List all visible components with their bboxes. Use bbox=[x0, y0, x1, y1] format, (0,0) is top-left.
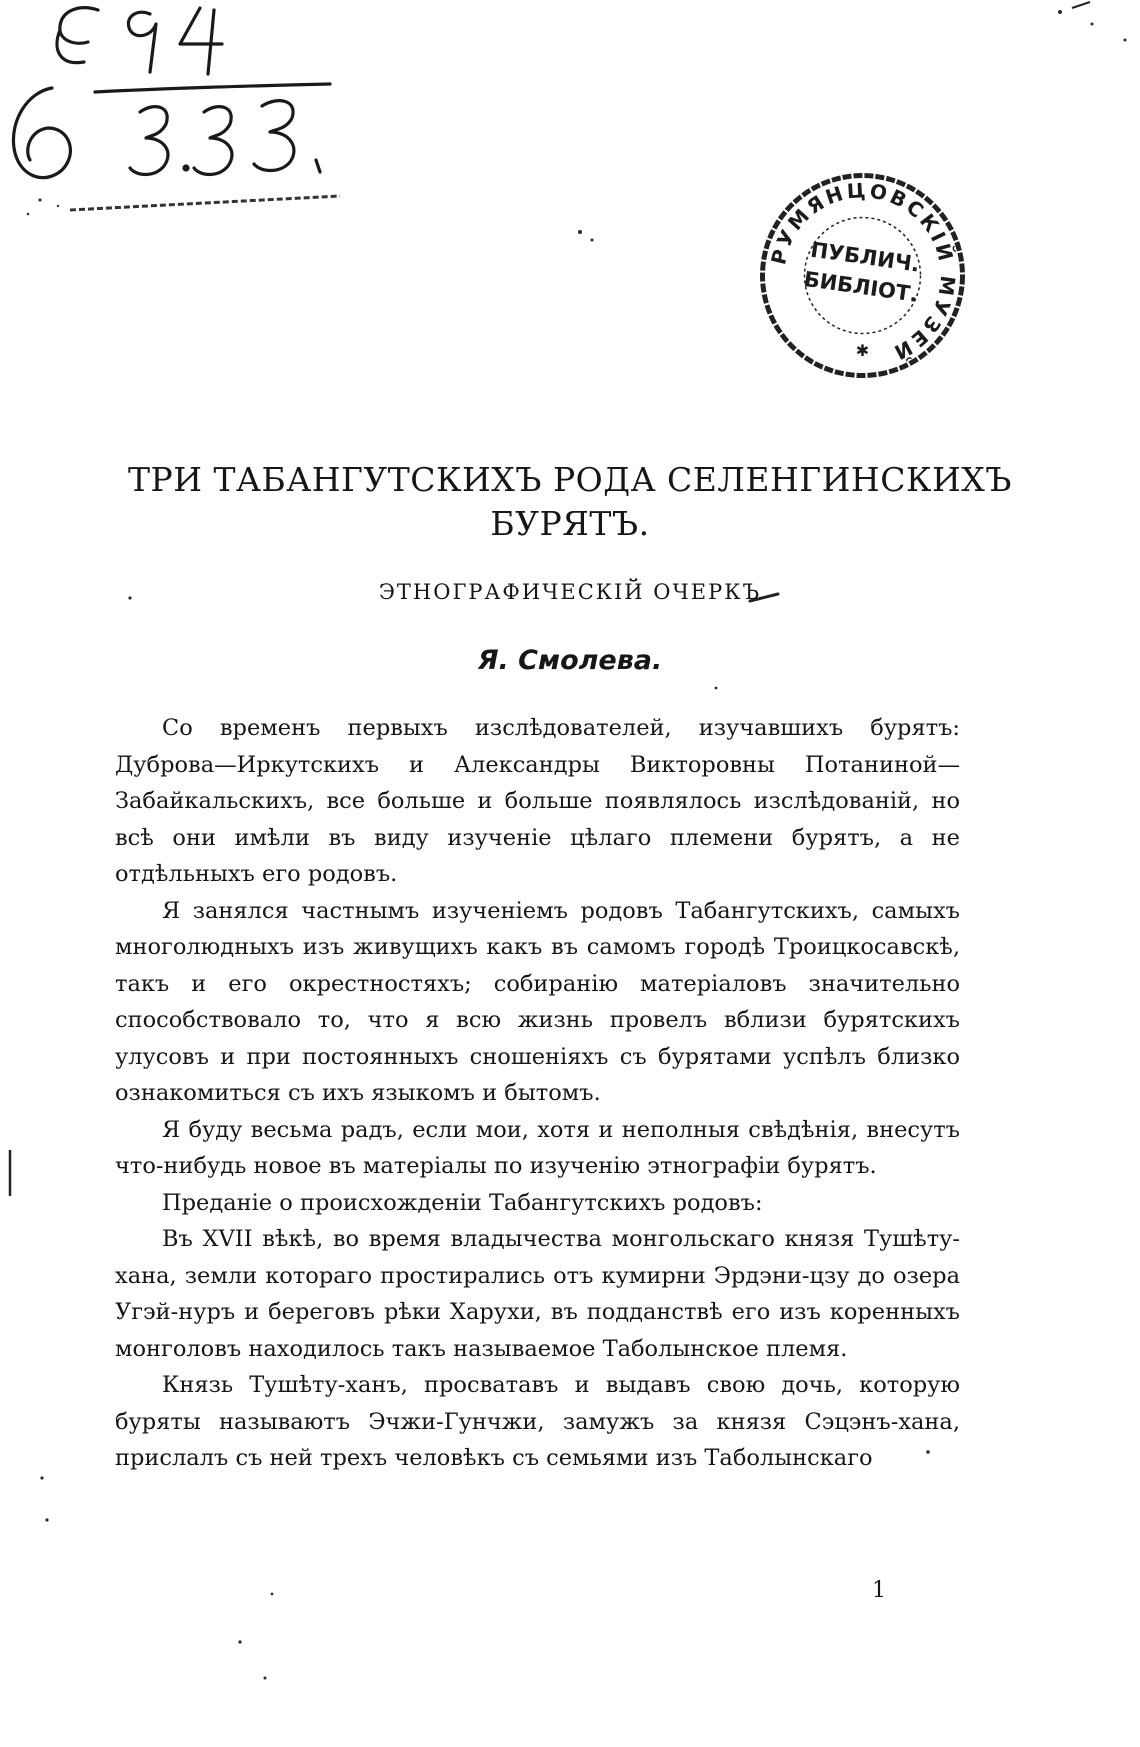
paragraph: Преданіе о происхожденіи Табангутскихъ родовъ: bbox=[162, 1189, 763, 1216]
svg-text:✱: ✱ bbox=[855, 341, 870, 360]
author-name: Я. Смолева. bbox=[477, 645, 663, 676]
stamp-center-line1: ПУБЛИЧ. bbox=[809, 237, 922, 277]
stamp-center-line2: БИБЛІОТ. bbox=[802, 267, 920, 307]
paragraph: Въ XVII вѣкѣ, во время владычества монгольскаго князя Тушѣту-хана, земли котораго простирались отъ кумирни Эрдэни-цзу до озера Угэй-нуръ и береговъ рѣки Харухи, въ подданствѣ его изъ коренныхъ монголовъ находилось такъ называемое Таболынское племя. bbox=[115, 1226, 960, 1362]
page-title: ТРИ ТАБАНГУТСКИХЪ РОДА СЕЛЕНГИНСКИХЪ БУРЯТЪ. bbox=[128, 460, 1012, 543]
paragraph: Я буду весьма радъ, если мои, хотя и неполныя свѣдѣнія, внесутъ что-нибудь новое въ матеріалы по изученію этнографіи бурятъ. bbox=[115, 1116, 960, 1179]
page-number: 1 bbox=[872, 1578, 886, 1603]
paragraph: Князь Тушѣту-ханъ, просватавъ и выдавъ свою дочь, которую буряты называютъ Эчжи-Гунчжи, замужъ за князя Сэцэнъ-хана, прислалъ съ ней трехъ человѣкъ съ семьями изъ Таболынскаго bbox=[115, 1372, 960, 1471]
subtitle: ЭТНОГРАФИЧЕСКІЙ ОЧЕРКЪ bbox=[378, 580, 762, 604]
paragraph: Я занялся частнымъ изученіемъ родовъ Табангутскихъ, самыхъ многолюдныхъ изъ живущихъ какъ въ самомъ городѣ Троицкосавскѣ, такъ и его окрестностяхъ; собиранію матеріаловъ значительно способствовало то, что я всю жизнь провелъ вблизи бурятскихъ улусовъ и при постоянныхъ сношеніяхъ съ бурятами успѣлъ близко ознакомиться съ ихъ языкомъ и бытомъ. bbox=[115, 897, 960, 1106]
paragraph: Со временъ первыхъ изслѣдователей, изучавшихъ бурятъ: Дуброва—Иркутскихъ и Александры Викторовны Потаниной—Забайкальскихъ, все больше и больше появлялось изслѣдованій, но всѣ они имѣли въ виду изученіе цѣлаго племени бурятъ, а не отдѣльныхъ его родовъ. bbox=[115, 715, 960, 887]
stamp-ring-text: РУМЯНЦОВСКІЙ МУЗЕЙ bbox=[766, 178, 961, 366]
body-text bbox=[115, 710, 960, 1477]
